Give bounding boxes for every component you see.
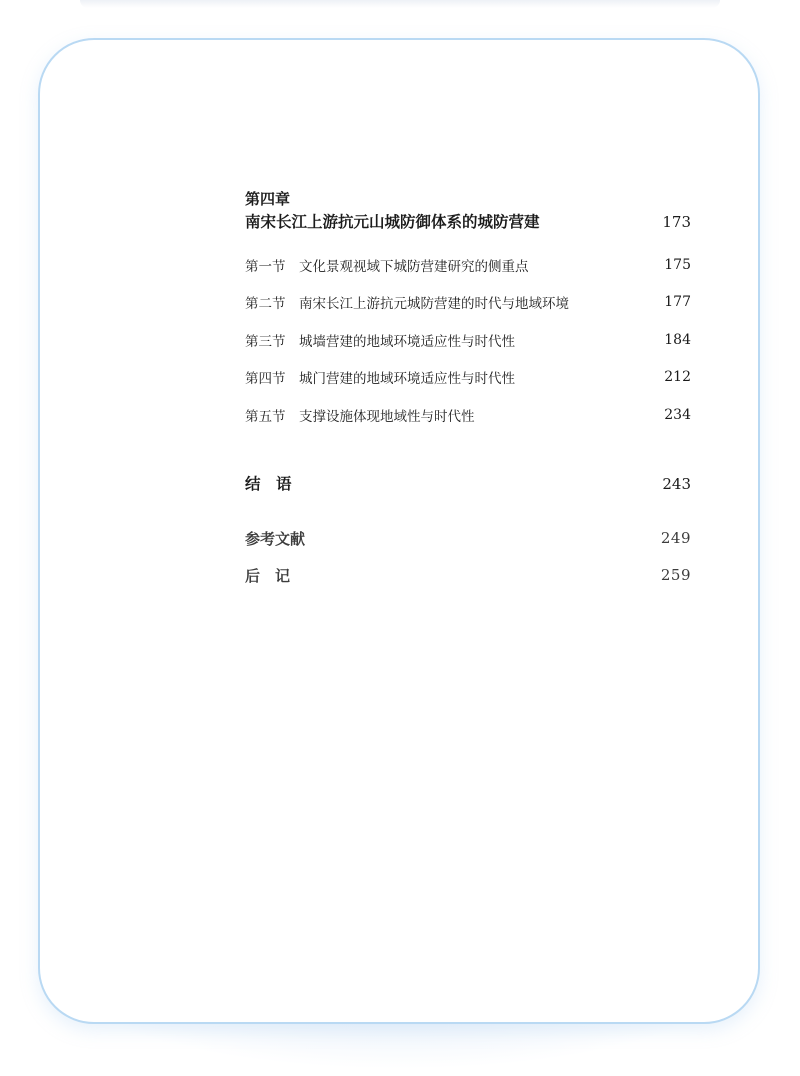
section-title: 文化景观视域下城防营建研究的侧重点 bbox=[299, 258, 529, 275]
back-matter-list bbox=[245, 520, 691, 594]
section-number: 第二节 bbox=[245, 296, 286, 313]
section-list bbox=[245, 246, 691, 434]
section-entry-1[interactable] bbox=[245, 246, 691, 284]
section-title: 城墙营建的地域环境适应性与时代性 bbox=[299, 333, 515, 350]
section-number: 第三节 bbox=[245, 333, 286, 350]
section-page-number: 175 bbox=[664, 256, 691, 273]
section-page-number: 177 bbox=[664, 294, 691, 311]
references-title: 参考文献 bbox=[245, 529, 306, 548]
chapter-label: 第四章 bbox=[245, 190, 291, 208]
section-page-number: 212 bbox=[664, 369, 691, 386]
references-entry[interactable] bbox=[245, 520, 691, 557]
section-entry-4[interactable] bbox=[245, 359, 691, 397]
section-entry-3[interactable] bbox=[245, 321, 691, 359]
postscript-entry[interactable] bbox=[245, 557, 691, 594]
top-shadow bbox=[80, 0, 720, 8]
section-number: 第一节 bbox=[245, 258, 286, 275]
conclusion-entry[interactable] bbox=[245, 472, 691, 494]
table-of-contents bbox=[245, 190, 691, 594]
section-page-number: 234 bbox=[664, 406, 691, 423]
section-number: 第五节 bbox=[245, 408, 286, 425]
section-title: 支撑设施体现地域性与时代性 bbox=[299, 408, 475, 425]
section-number: 第四节 bbox=[245, 371, 286, 388]
section-title: 城门营建的地域环境适应性与时代性 bbox=[299, 371, 515, 388]
conclusion-title: 结 语 bbox=[245, 473, 292, 493]
section-page-number: 184 bbox=[664, 331, 691, 348]
postscript-title: 后 记 bbox=[245, 566, 291, 585]
chapter-title: 南宋长江上游抗元山城防御体系的城防营建 bbox=[245, 212, 540, 231]
chapter-page-number: 173 bbox=[662, 213, 691, 231]
section-entry-2[interactable] bbox=[245, 284, 691, 322]
section-entry-5[interactable] bbox=[245, 396, 691, 434]
conclusion-page-number: 243 bbox=[662, 474, 691, 493]
section-title: 南宋长江上游抗元城防营建的时代与地域环境 bbox=[299, 296, 569, 313]
references-page-number: 249 bbox=[660, 529, 691, 547]
postscript-page-number: 259 bbox=[660, 566, 691, 584]
chapter-entry[interactable] bbox=[245, 210, 691, 232]
